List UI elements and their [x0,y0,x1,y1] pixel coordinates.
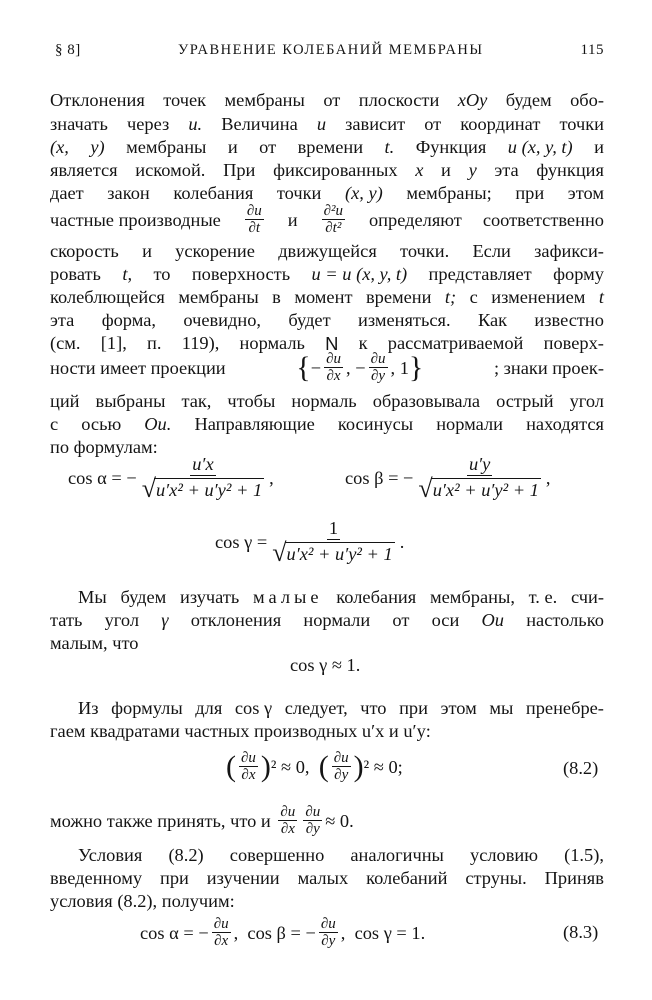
fraction-du-dt: $\frac{\partial u}{\partial t}$ [246,202,262,237]
text-line-with-derivatives: частные производные $\frac{\partial u}{\partial t}$ и $\frac{\text{∂²u}}{\text{∂t²}}$ определяют соответственно [50,202,604,237]
text-line: значать через u. Величина u зависит от координат точки [50,114,604,134]
formula-cos-beta: cos β = − u′y √ u′x² + u′y² + 1 , [345,454,551,503]
text-line: гаем квадратами частных производных u′x и u′y: [50,721,431,741]
formula-cos-alpha: cos α = − u′x √ u′x² + u′y² + 1 , [68,454,274,503]
formula-8-2: ( $\frac{\partial u}{\partial x}$ ) ² ≈ 0, ( $\frac{\partial u}{\partial y}$ ) ² ≈ 0; [226,749,403,784]
text-line: условия (8.2), получим: [50,891,235,911]
text-line: ровать t, то поверхность u = u (x, y, t) представляет форму [50,264,604,284]
text-line: Из формулы для cos γ следует, что при этом мы пренебре- [78,698,604,718]
equation-number-8-2: (8.2) [563,758,599,778]
section-marker: § 8] [55,42,81,58]
text-line: (см. [1], п. 119), нормаль N к рассматриваемой поверх- [50,333,604,354]
text-line: с осью Ou. Направляющие косинусы нормали находятся [50,414,604,434]
text-line: скорость и ускорение движущейся точки. Если зафикси- [50,241,604,261]
fraction-d2u-dt2: $\frac{\text{∂²u}}{\text{∂t²}}$ [323,202,343,237]
equation-number-8-3: (8.3) [563,922,599,942]
text-line: (x, y) мембраны и от времени t. Функция u (x, y, t) и [50,137,604,157]
text-line: Отклонения точек мембраны от плоскости xOy будем обо- [50,90,604,110]
text-line: малым, что [50,633,139,653]
text-line: ций выбраны так, чтобы нормаль образовывала острый угол [50,391,604,411]
running-title: УРАВНЕНИЕ КОЛЕБАНИЙ МЕМБРАНЫ [178,42,484,58]
text-line: тать угол γ отклонения нормали от оси Ou настолько [50,610,604,630]
text-line: дает закон колебания точки (x, y) мембраны; при этом [50,183,604,203]
text-line: по формулам: [50,437,158,457]
text-line-with-mixed-derivative: можно также принять, что и $\frac{\partial u}{\partial x}$ $\frac{\partial u}{\partial y}$ ≈ 0. [50,803,354,838]
formula-cos-gamma: cos γ = 1 √ u′x² + u′y² + 1 . [215,518,405,567]
formula-8-3: cos α = − $\frac{\partial u}{\partial x}$ , cos β = − $\frac{\partial u}{\partial y}$ , cos γ = 1. [140,915,426,950]
formula-cos-gamma-approx: cos γ ≈ 1. [290,655,361,675]
text-line: эта форма, очевидно, будет изменяться. Как известно [50,310,604,330]
page-number: 115 [580,42,604,58]
text-line: введенному при изучении малых колебаний струны. Приняв [50,868,604,888]
text-line: является искомой. При фиксированных x и y эта функция [50,160,604,180]
text-line: Мы будем изучать малые колебания мембраны, т. е. счи- [78,587,604,607]
text-line: Условия (8.2) совершенно аналогичны условию (1.5), [78,845,604,865]
text-line-with-projections: ности имеет проекции { − $\frac{\partial u}{\partial x}$ , − $\frac{\partial u}{\partial y}$ , 1 } ; знаки проек- [50,350,604,385]
normal-projection-vector: { − $\frac{\partial u}{\partial x}$ , − $\frac{\partial u}{\partial y}$ , 1 } [296,350,424,385]
text-line: колеблющейся мембраны в момент времени t; с изменением t [50,287,604,307]
